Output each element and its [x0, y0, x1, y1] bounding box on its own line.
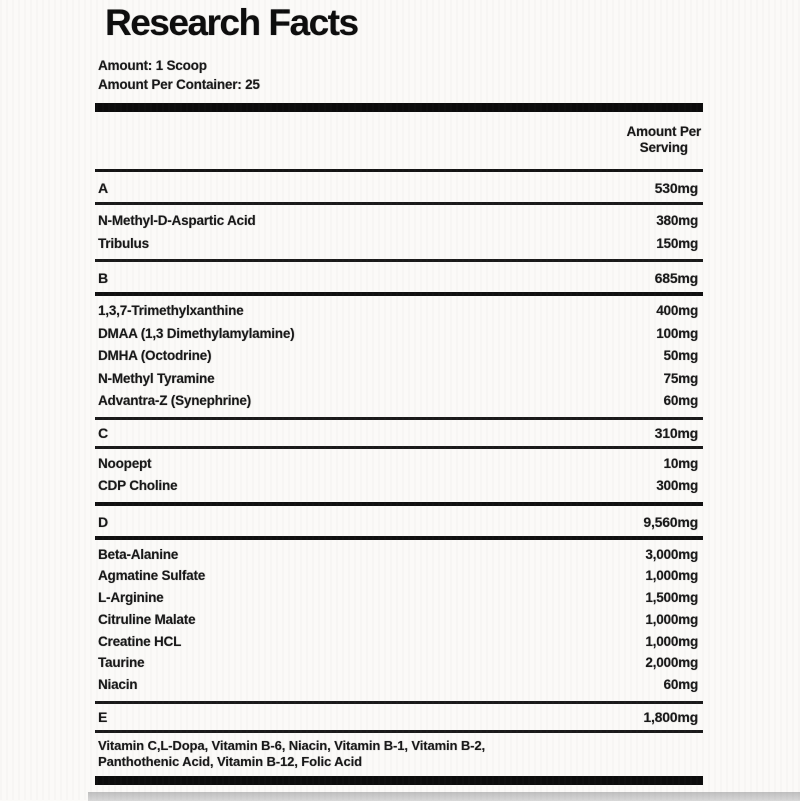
table-row: [98, 674, 700, 696]
ingredient-amount: 100mg: [656, 325, 698, 341]
ingredient-amount: 150mg: [656, 235, 698, 251]
ingredient-name: Creatine HCL: [98, 633, 182, 649]
table-row: [98, 323, 700, 346]
table-row: [98, 565, 700, 587]
ingredient-group-b: [95, 296, 703, 417]
ingredient-amount: 1,000mg: [645, 568, 698, 584]
ingredient-name: Tribulus: [98, 235, 149, 251]
ingredient-group-a: [95, 205, 703, 259]
supplement-label: [95, 0, 703, 785]
blend-name: D: [98, 513, 108, 530]
ingredient-name: Beta-Alanine: [98, 546, 179, 562]
ingredient-amount: 1,500mg: [645, 590, 698, 606]
bottom-divider-bar: [95, 776, 703, 785]
ingredient-name: CDP Choline: [98, 478, 178, 493]
servings-per-container-line: Amount Per Container: 25: [98, 77, 260, 92]
table-row: [98, 652, 700, 674]
ingredient-name: L-Arginine: [98, 590, 164, 606]
ingredient-amount: 400mg: [656, 303, 698, 318]
table-row: [98, 390, 700, 413]
ingredient-name: N-Methyl-D-Aspartic Acid: [98, 213, 256, 228]
blend-name: B: [98, 270, 108, 286]
ingredient-amount: 300mg: [656, 478, 698, 493]
table-row: [98, 368, 700, 391]
ingredient-name: Advantra-Z (Synephrine): [98, 393, 251, 408]
table-row: [98, 631, 700, 653]
table-row: [98, 475, 700, 498]
ingredient-name: DMHA (Octodrine): [98, 348, 212, 363]
table-row-blend-a: [95, 172, 703, 202]
table-row: [98, 210, 700, 233]
ingredient-group-d: [95, 540, 703, 702]
ingredient-amount: 60mg: [663, 677, 698, 693]
ingredient-name: Citruline Malate: [98, 611, 196, 627]
ingredient-amount: 60mg: [663, 393, 698, 408]
ingredient-amount: 380mg: [656, 213, 698, 228]
amount-per-serving-header: [95, 112, 703, 157]
blend-amount: 310mg: [654, 424, 698, 441]
blend-name: A: [98, 180, 108, 196]
vitamin-footnote-line1: Vitamin C,L-Dopa, Vitamin B-6, Niacin, Vitamin B-1, Vitamin B-2,: [98, 738, 486, 754]
ingredient-amount: 1,000mg: [645, 611, 698, 627]
ingredient-amount: 3,000mg: [645, 546, 698, 562]
blend-amount: 1,800mg: [643, 709, 698, 726]
table-row-blend-b: [95, 262, 703, 292]
table-row: [98, 300, 700, 323]
ingredient-group-c: [95, 449, 703, 502]
ingredient-name: Agmatine Sulfate: [98, 568, 206, 584]
ingredient-name: DMAA (1,3 Dimethylamylamine): [98, 325, 295, 341]
column-header-line1: Amount Per: [626, 124, 701, 139]
ingredient-amount: 2,000mg: [645, 655, 698, 671]
page-title: Research Facts: [105, 2, 358, 43]
blend-amount: 530mg: [654, 180, 698, 196]
ingredient-name: 1,3,7-Trimethylxanthine: [98, 303, 244, 318]
ingredient-amount: 1,000mg: [645, 633, 698, 649]
table-row: [98, 453, 700, 476]
ingredient-name: N-Methyl Tyramine: [98, 370, 215, 386]
table-row: [98, 544, 700, 566]
ingredient-name: Niacin: [98, 677, 138, 693]
table-row: [98, 233, 700, 256]
vitamin-footnote-line2: Panthothenic Acid, Vitamin B-12, Folic Acid: [98, 754, 362, 770]
serving-amount-line: Amount: 1 Scoop: [98, 58, 207, 73]
table-row-blend-e: [95, 704, 703, 730]
table-row: [98, 345, 700, 368]
blend-amount: 9,560mg: [643, 513, 698, 530]
vitamin-footnote: [95, 733, 703, 770]
ingredient-name: Taurine: [98, 655, 145, 671]
ingredient-amount: 50mg: [663, 348, 698, 363]
ingredient-name: Noopept: [98, 455, 152, 471]
blend-amount: 685mg: [654, 270, 698, 286]
blend-name: C: [98, 424, 108, 441]
table-row: [98, 587, 700, 609]
blend-name: E: [98, 709, 108, 726]
top-divider-bar: [95, 103, 703, 112]
table-row-blend-c: [95, 420, 703, 446]
table-row: [98, 609, 700, 631]
table-row-blend-d: [95, 506, 703, 536]
ingredient-amount: 75mg: [663, 370, 698, 386]
column-header-line2: Serving: [639, 140, 688, 155]
ingredient-amount: 10mg: [663, 455, 698, 471]
